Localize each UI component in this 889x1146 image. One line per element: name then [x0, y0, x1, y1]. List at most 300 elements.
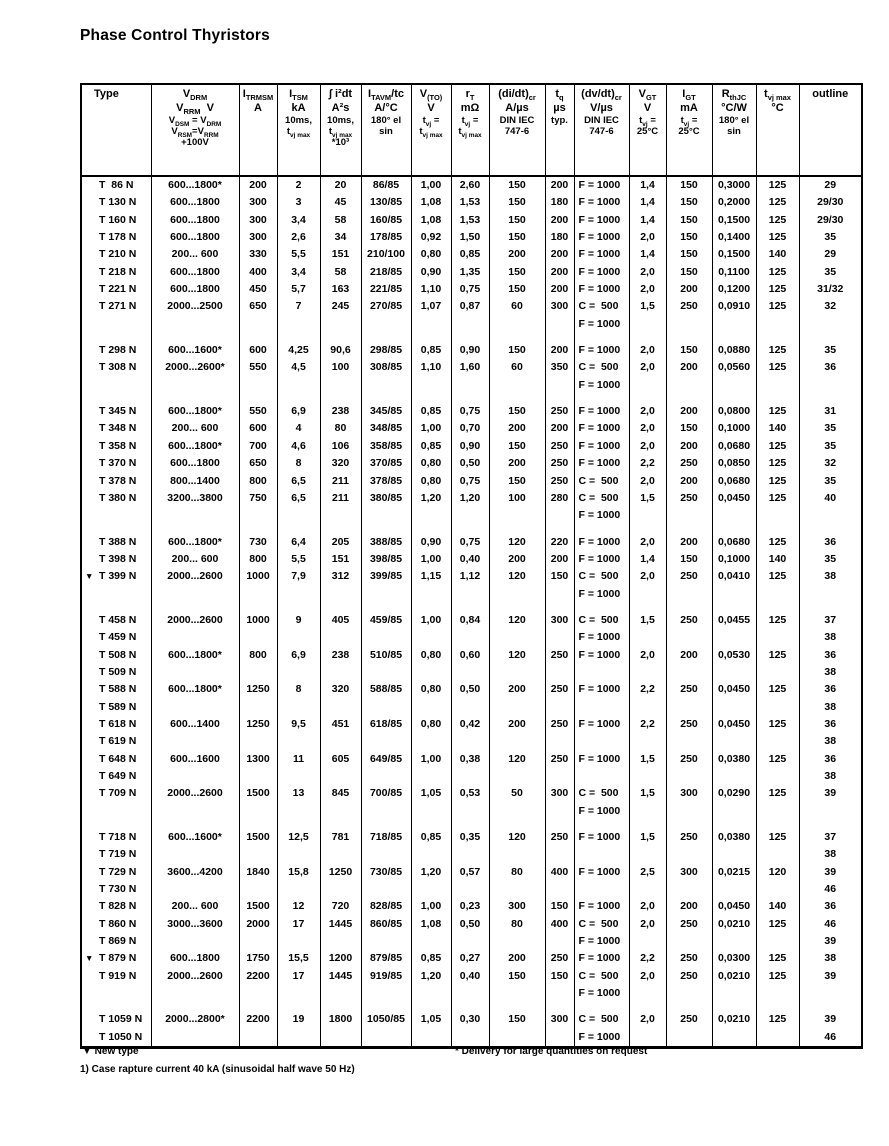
- cell-itrmsm: [239, 768, 277, 785]
- cell-tq: 300: [545, 1002, 574, 1028]
- cell-didt-cr: 120: [489, 751, 545, 768]
- cell-itrmsm: 2000: [239, 916, 277, 933]
- cell-vto: [411, 586, 451, 603]
- cell-itsm: 6,9: [277, 394, 320, 420]
- cell-tq: [545, 699, 574, 716]
- cell-tq: 300: [545, 603, 574, 629]
- table-row: [81, 1029, 862, 1048]
- cell-type: T 648 N: [99, 752, 137, 765]
- cell-vto: 0,90: [411, 264, 451, 281]
- cell-tvj-max: 125: [756, 176, 799, 194]
- column-header-line: $I_{GT}$: [682, 88, 696, 103]
- column-header-line: $V_{(TO)}$: [419, 88, 443, 103]
- cell-vdrm-vrrm: 3000...3600: [151, 916, 239, 933]
- cell-itrmsm: [239, 507, 277, 524]
- column-header-line: µs: [553, 101, 566, 114]
- cell-itsm: 3: [277, 194, 320, 211]
- cell-vdrm-vrrm: [151, 629, 239, 646]
- cell-vdrm-vrrm: [151, 699, 239, 716]
- cell-rt: 0,84: [451, 603, 489, 629]
- cell-type: T 458 N: [99, 613, 137, 626]
- cell-itsm: [277, 507, 320, 524]
- cell-vdrm-vrrm: 2000...2600: [151, 785, 239, 802]
- cell-didt-cr: 100: [489, 490, 545, 507]
- cell-dvdt-cr: C = 500: [574, 1002, 629, 1028]
- cell-vto: [411, 733, 451, 750]
- cell-outline: 36: [799, 647, 862, 664]
- cell-rthjc: 0,0530: [712, 647, 756, 664]
- cell-rt: 0,70: [451, 420, 489, 437]
- cell-rthjc: [712, 803, 756, 820]
- cell-vto: 1,20: [411, 968, 451, 985]
- column-header-line: mΩ: [460, 101, 480, 114]
- table-row: [81, 420, 862, 437]
- cell-rthjc: 0,0410: [712, 568, 756, 585]
- cell-type: T 709 N: [99, 787, 137, 800]
- column-header-line: outline: [812, 88, 849, 100]
- cell-itavm-tc: 588/85: [361, 681, 411, 698]
- cell-tvj-max: 120: [756, 864, 799, 881]
- cell-dvdt-cr: F = 1000: [574, 525, 629, 551]
- cell-tvj-max: [756, 933, 799, 950]
- column-header-line: $t_{vj}$ =: [680, 115, 698, 128]
- cell-outline: 35: [799, 473, 862, 490]
- cell-outline: 32: [799, 298, 862, 315]
- cell-itavm-tc: 370/85: [361, 455, 411, 472]
- cell-vgt: 2,0: [629, 264, 666, 281]
- cell-rt: 0,30: [451, 1002, 489, 1028]
- cell-itsm: 12,5: [277, 820, 320, 846]
- cell-vto: 1,00: [411, 898, 451, 915]
- cell-vgt: [629, 629, 666, 646]
- cell-tvj-max: 125: [756, 647, 799, 664]
- cell-rt: 0,42: [451, 716, 489, 733]
- cell-itrmsm: 600: [239, 333, 277, 359]
- cell-rthjc: [712, 768, 756, 785]
- cell-itavm-tc: 919/85: [361, 968, 411, 985]
- cell-vto: 0,80: [411, 681, 451, 698]
- cell-i2dt: 1800: [320, 1002, 361, 1028]
- cell-didt-cr: 200: [489, 551, 545, 568]
- cell-rt: 1,60: [451, 359, 489, 376]
- cell-itsm: [277, 664, 320, 681]
- table-row: [81, 933, 862, 950]
- cell-tvj-max: 125: [756, 716, 799, 733]
- cell-didt-cr: 120: [489, 820, 545, 846]
- cell-tvj-max: [756, 507, 799, 524]
- cell-itsm: 7,9: [277, 568, 320, 585]
- cell-i2dt: 320: [320, 681, 361, 698]
- cell-type: T 388 N: [99, 535, 137, 548]
- table-row: [81, 333, 862, 359]
- cell-itavm-tc: 459/85: [361, 603, 411, 629]
- cell-didt-cr: 50: [489, 785, 545, 802]
- cell-i2dt: 451: [320, 716, 361, 733]
- cell-itavm-tc: [361, 507, 411, 524]
- cell-itsm: 5,5: [277, 551, 320, 568]
- cell-vto: 1,08: [411, 194, 451, 211]
- cell-rt: 1,50: [451, 229, 489, 246]
- cell-igt: 250: [666, 298, 712, 315]
- column-header-line: $V_{GT}$: [638, 88, 657, 103]
- column-header-vto: [411, 84, 451, 176]
- cell-tvj-max: 125: [756, 1002, 799, 1028]
- cell-tq: 150: [545, 898, 574, 915]
- cell-i2dt: 34: [320, 229, 361, 246]
- cell-rthjc: 0,2000: [712, 194, 756, 211]
- cell-itsm: 4,5: [277, 359, 320, 376]
- cell-outline: 29/30: [799, 194, 862, 211]
- column-header-line: A/°C: [374, 101, 398, 114]
- table-row: [81, 699, 862, 716]
- cell-vdrm-vrrm: 2000...2600*: [151, 359, 239, 376]
- cell-igt: 150: [666, 333, 712, 359]
- cell-vto: 1,00: [411, 420, 451, 437]
- column-header-line: $t_{vj max}$: [328, 126, 353, 139]
- cell-dvdt-cr: [574, 664, 629, 681]
- cell-outline: 29/30: [799, 212, 862, 229]
- cell-itavm-tc: 378/85: [361, 473, 411, 490]
- cell-type: T 178 N: [99, 231, 137, 244]
- table-row: [81, 647, 862, 664]
- cell-itsm: 15,5: [277, 950, 320, 967]
- cell-rt: [451, 846, 489, 863]
- cell-vto: 1,00: [411, 603, 451, 629]
- cell-itsm: 6,5: [277, 490, 320, 507]
- cell-vto: 0,85: [411, 333, 451, 359]
- cell-didt-cr: [489, 377, 545, 394]
- cell-tvj-max: 125: [756, 603, 799, 629]
- cell-igt: 150: [666, 194, 712, 211]
- cell-dvdt-cr: F = 1000: [574, 681, 629, 698]
- cell-itsm: 9,5: [277, 716, 320, 733]
- cell-vgt: 2,0: [629, 916, 666, 933]
- cell-itrmsm: 1000: [239, 568, 277, 585]
- cell-tq: 250: [545, 455, 574, 472]
- cell-rthjc: 0,0215: [712, 864, 756, 881]
- cell-type: T 508 N: [99, 648, 137, 661]
- cell-itsm: 4,6: [277, 438, 320, 455]
- cell-vgt: 1,5: [629, 751, 666, 768]
- cell-outline: 39: [799, 1002, 862, 1028]
- table-header: [81, 84, 862, 176]
- cell-rthjc: [712, 586, 756, 603]
- cell-vgt: 2,0: [629, 647, 666, 664]
- cell-didt-cr: 150: [489, 333, 545, 359]
- cell-vgt: 2,5: [629, 864, 666, 881]
- cell-rt: [451, 733, 489, 750]
- cell-rthjc: 0,1000: [712, 420, 756, 437]
- cell-outline: 35: [799, 438, 862, 455]
- cell-itavm-tc: [361, 768, 411, 785]
- column-header-line: 747-6: [589, 126, 614, 137]
- cell-rt: [451, 316, 489, 333]
- cell-itsm: [277, 316, 320, 333]
- cell-type: T 221 N: [99, 283, 137, 296]
- column-header-itavm-tc: [361, 84, 411, 176]
- cell-itrmsm: 1250: [239, 681, 277, 698]
- cell-type: T 345 N: [99, 405, 137, 418]
- column-header-line: sin: [379, 126, 393, 137]
- cell-vto: [411, 846, 451, 863]
- cell-rthjc: 0,0450: [712, 681, 756, 698]
- cell-itrmsm: [239, 881, 277, 898]
- cell-i2dt: [320, 803, 361, 820]
- cell-vgt: [629, 699, 666, 716]
- cell-itrmsm: 330: [239, 246, 277, 263]
- cell-vgt: 1,4: [629, 194, 666, 211]
- cell-i2dt: [320, 933, 361, 950]
- cell-tq: [545, 768, 574, 785]
- cell-i2dt: [320, 699, 361, 716]
- cell-rthjc: 0,0450: [712, 716, 756, 733]
- cell-rthjc: 0,0300: [712, 950, 756, 967]
- cell-vgt: 1,5: [629, 298, 666, 315]
- column-header-line: °C/W: [721, 101, 747, 114]
- cell-itrmsm: 1500: [239, 820, 277, 846]
- cell-tq: 200: [545, 264, 574, 281]
- cell-itrmsm: 1250: [239, 716, 277, 733]
- cell-vgt: 2,0: [629, 229, 666, 246]
- cell-tvj-max: 125: [756, 298, 799, 315]
- cell-vdrm-vrrm: [151, 586, 239, 603]
- cell-vdrm-vrrm: 600...1600*: [151, 820, 239, 846]
- cell-tvj-max: [756, 881, 799, 898]
- cell-rthjc: [712, 316, 756, 333]
- table-row: [81, 881, 862, 898]
- column-header-line: 25°C: [678, 126, 700, 137]
- cell-vgt: 2,2: [629, 681, 666, 698]
- column-header-line: 747-6: [504, 126, 530, 137]
- cell-rthjc: 0,0850: [712, 455, 756, 472]
- cell-outline: 38: [799, 664, 862, 681]
- cell-type: T 589 N: [99, 700, 137, 713]
- cell-igt: [666, 985, 712, 1002]
- cell-igt: [666, 768, 712, 785]
- footnote-delivery: * Delivery for large quantities on request: [455, 1046, 648, 1057]
- cell-itrmsm: 800: [239, 551, 277, 568]
- cell-tvj-max: [756, 768, 799, 785]
- table-row: [81, 394, 862, 420]
- table-row: [81, 846, 862, 863]
- cell-vgt: 1,4: [629, 212, 666, 229]
- cell-rthjc: [712, 629, 756, 646]
- cell-vto: 0,85: [411, 820, 451, 846]
- cell-didt-cr: 200: [489, 246, 545, 263]
- cell-itavm-tc: 380/85: [361, 490, 411, 507]
- cell-rthjc: 0,3000: [712, 176, 756, 194]
- cell-rt: 0,50: [451, 916, 489, 933]
- cell-vdrm-vrrm: [151, 933, 239, 950]
- cell-i2dt: [320, 1029, 361, 1048]
- cell-tq: 150: [545, 968, 574, 985]
- cell-outline: 37: [799, 820, 862, 846]
- cell-itrmsm: 730: [239, 525, 277, 551]
- cell-igt: 150: [666, 212, 712, 229]
- cell-didt-cr: [489, 881, 545, 898]
- cell-i2dt: 1200: [320, 950, 361, 967]
- cell-itavm-tc: [361, 316, 411, 333]
- cell-vdrm-vrrm: 600...1800: [151, 264, 239, 281]
- table-row: [81, 681, 862, 698]
- cell-vdrm-vrrm: 600...1400: [151, 716, 239, 733]
- cell-dvdt-cr: F = 1000: [574, 246, 629, 263]
- cell-vdrm-vrrm: [151, 1029, 239, 1048]
- cell-rthjc: 0,0290: [712, 785, 756, 802]
- cell-rthjc: [712, 846, 756, 863]
- cell-itavm-tc: 399/85: [361, 568, 411, 585]
- cell-outline: 29: [799, 246, 862, 263]
- column-header-line: A: [254, 101, 262, 114]
- cell-itsm: 19: [277, 1002, 320, 1028]
- cell-tq: 220: [545, 525, 574, 551]
- cell-tvj-max: 125: [756, 785, 799, 802]
- cell-type: T 378 N: [99, 474, 137, 487]
- cell-dvdt-cr: F = 1000: [574, 898, 629, 915]
- cell-vdrm-vrrm: 800...1400: [151, 473, 239, 490]
- table-row: [81, 473, 862, 490]
- cell-itrmsm: 450: [239, 281, 277, 298]
- cell-itsm: [277, 733, 320, 750]
- cell-outline: 38: [799, 733, 862, 750]
- cell-dvdt-cr: C = 500: [574, 298, 629, 315]
- column-header-line: A²s: [331, 101, 350, 114]
- table-row: [81, 377, 862, 394]
- cell-type: T 509 N: [99, 665, 137, 678]
- column-header-line: $t_q$: [555, 88, 564, 103]
- cell-vdrm-vrrm: 200... 600: [151, 420, 239, 437]
- cell-outline: [799, 316, 862, 333]
- cell-dvdt-cr: F = 1000: [574, 394, 629, 420]
- cell-i2dt: 1250: [320, 864, 361, 881]
- cell-rthjc: [712, 881, 756, 898]
- cell-outline: 38: [799, 629, 862, 646]
- column-header-line: V/µs: [590, 101, 613, 114]
- cell-vto: [411, 377, 451, 394]
- cell-i2dt: 312: [320, 568, 361, 585]
- column-header-rthjc: [712, 84, 756, 176]
- cell-itavm-tc: [361, 586, 411, 603]
- column-header-vdrm-vrrm: [151, 84, 239, 176]
- column-header-line: $(di/dt)_{cr}$: [498, 88, 536, 103]
- table-row: [81, 194, 862, 211]
- cell-itavm-tc: 828/85: [361, 898, 411, 915]
- column-header-tq: [545, 84, 574, 176]
- cell-didt-cr: 200: [489, 716, 545, 733]
- cell-i2dt: 320: [320, 455, 361, 472]
- cell-dvdt-cr: F = 1000: [574, 1029, 629, 1048]
- column-header-line: $t_{vj}$ =: [461, 115, 479, 128]
- column-header-rt: [451, 84, 489, 176]
- cell-tq: 250: [545, 681, 574, 698]
- column-header-itsm: [277, 84, 320, 176]
- cell-type: T 370 N: [99, 457, 137, 470]
- cell-didt-cr: 80: [489, 916, 545, 933]
- cell-vgt: 2,0: [629, 898, 666, 915]
- cell-vdrm-vrrm: 200... 600: [151, 898, 239, 915]
- cell-tvj-max: [756, 664, 799, 681]
- cell-vgt: 2,0: [629, 394, 666, 420]
- column-header-dvdt-cr: [574, 84, 629, 176]
- cell-vto: [411, 1029, 451, 1048]
- cell-rthjc: 0,1100: [712, 264, 756, 281]
- cell-vto: [411, 933, 451, 950]
- cell-vto: [411, 985, 451, 1002]
- cell-itrmsm: 1500: [239, 785, 277, 802]
- cell-igt: 250: [666, 916, 712, 933]
- table-row: [81, 950, 862, 967]
- cell-didt-cr: 200: [489, 681, 545, 698]
- cell-vgt: [629, 881, 666, 898]
- cell-didt-cr: 120: [489, 568, 545, 585]
- column-header-line: $(dv/dt)_{cr}$: [581, 88, 622, 103]
- cell-type: T 729 N: [99, 865, 137, 878]
- cell-dvdt-cr: F = 1000: [574, 820, 629, 846]
- cell-dvdt-cr: F = 1000: [574, 377, 629, 394]
- cell-itsm: 9: [277, 603, 320, 629]
- cell-vto: 0,90: [411, 525, 451, 551]
- cell-rt: 0,50: [451, 455, 489, 472]
- cell-didt-cr: 300: [489, 898, 545, 915]
- header-row: [81, 84, 862, 176]
- cell-rt: 1,35: [451, 264, 489, 281]
- cell-rt: [451, 881, 489, 898]
- cell-tvj-max: 125: [756, 525, 799, 551]
- cell-vdrm-vrrm: [151, 985, 239, 1002]
- cell-tvj-max: 125: [756, 229, 799, 246]
- cell-rt: 0,50: [451, 681, 489, 698]
- cell-vto: [411, 803, 451, 820]
- cell-vto: 1,08: [411, 212, 451, 229]
- cell-itsm: [277, 881, 320, 898]
- table-row: [81, 246, 862, 263]
- cell-rthjc: [712, 933, 756, 950]
- cell-itsm: [277, 846, 320, 863]
- cell-vdrm-vrrm: 600...1800: [151, 194, 239, 211]
- cell-type: [81, 803, 151, 820]
- cell-vgt: 2,0: [629, 359, 666, 376]
- column-header-line: *10³: [331, 137, 350, 148]
- cell-tvj-max: 125: [756, 681, 799, 698]
- cell-vgt: 1,4: [629, 176, 666, 194]
- cell-dvdt-cr: F = 1000: [574, 229, 629, 246]
- cell-tvj-max: [756, 629, 799, 646]
- column-header-line: 180° el: [718, 115, 750, 126]
- cell-rthjc: [712, 733, 756, 750]
- cell-tvj-max: [756, 733, 799, 750]
- cell-tvj-max: [756, 316, 799, 333]
- cell-itsm: 2,6: [277, 229, 320, 246]
- cell-vto: [411, 316, 451, 333]
- cell-rthjc: [712, 664, 756, 681]
- cell-itrmsm: 1300: [239, 751, 277, 768]
- cell-dvdt-cr: F = 1000: [574, 751, 629, 768]
- cell-vdrm-vrrm: 3600...4200: [151, 864, 239, 881]
- cell-rt: 0,35: [451, 820, 489, 846]
- cell-dvdt-cr: F = 1000: [574, 551, 629, 568]
- cell-i2dt: [320, 629, 361, 646]
- table-row: [81, 455, 862, 472]
- cell-dvdt-cr: F = 1000: [574, 316, 629, 333]
- cell-vdrm-vrrm: 2000...2800*: [151, 1002, 239, 1028]
- cell-outline: 36: [799, 359, 862, 376]
- cell-i2dt: 238: [320, 647, 361, 664]
- cell-rthjc: 0,0450: [712, 898, 756, 915]
- cell-type: T 1050 N: [99, 1030, 143, 1043]
- column-header-line: °C: [771, 101, 784, 114]
- cell-igt: 200: [666, 281, 712, 298]
- cell-itavm-tc: 649/85: [361, 751, 411, 768]
